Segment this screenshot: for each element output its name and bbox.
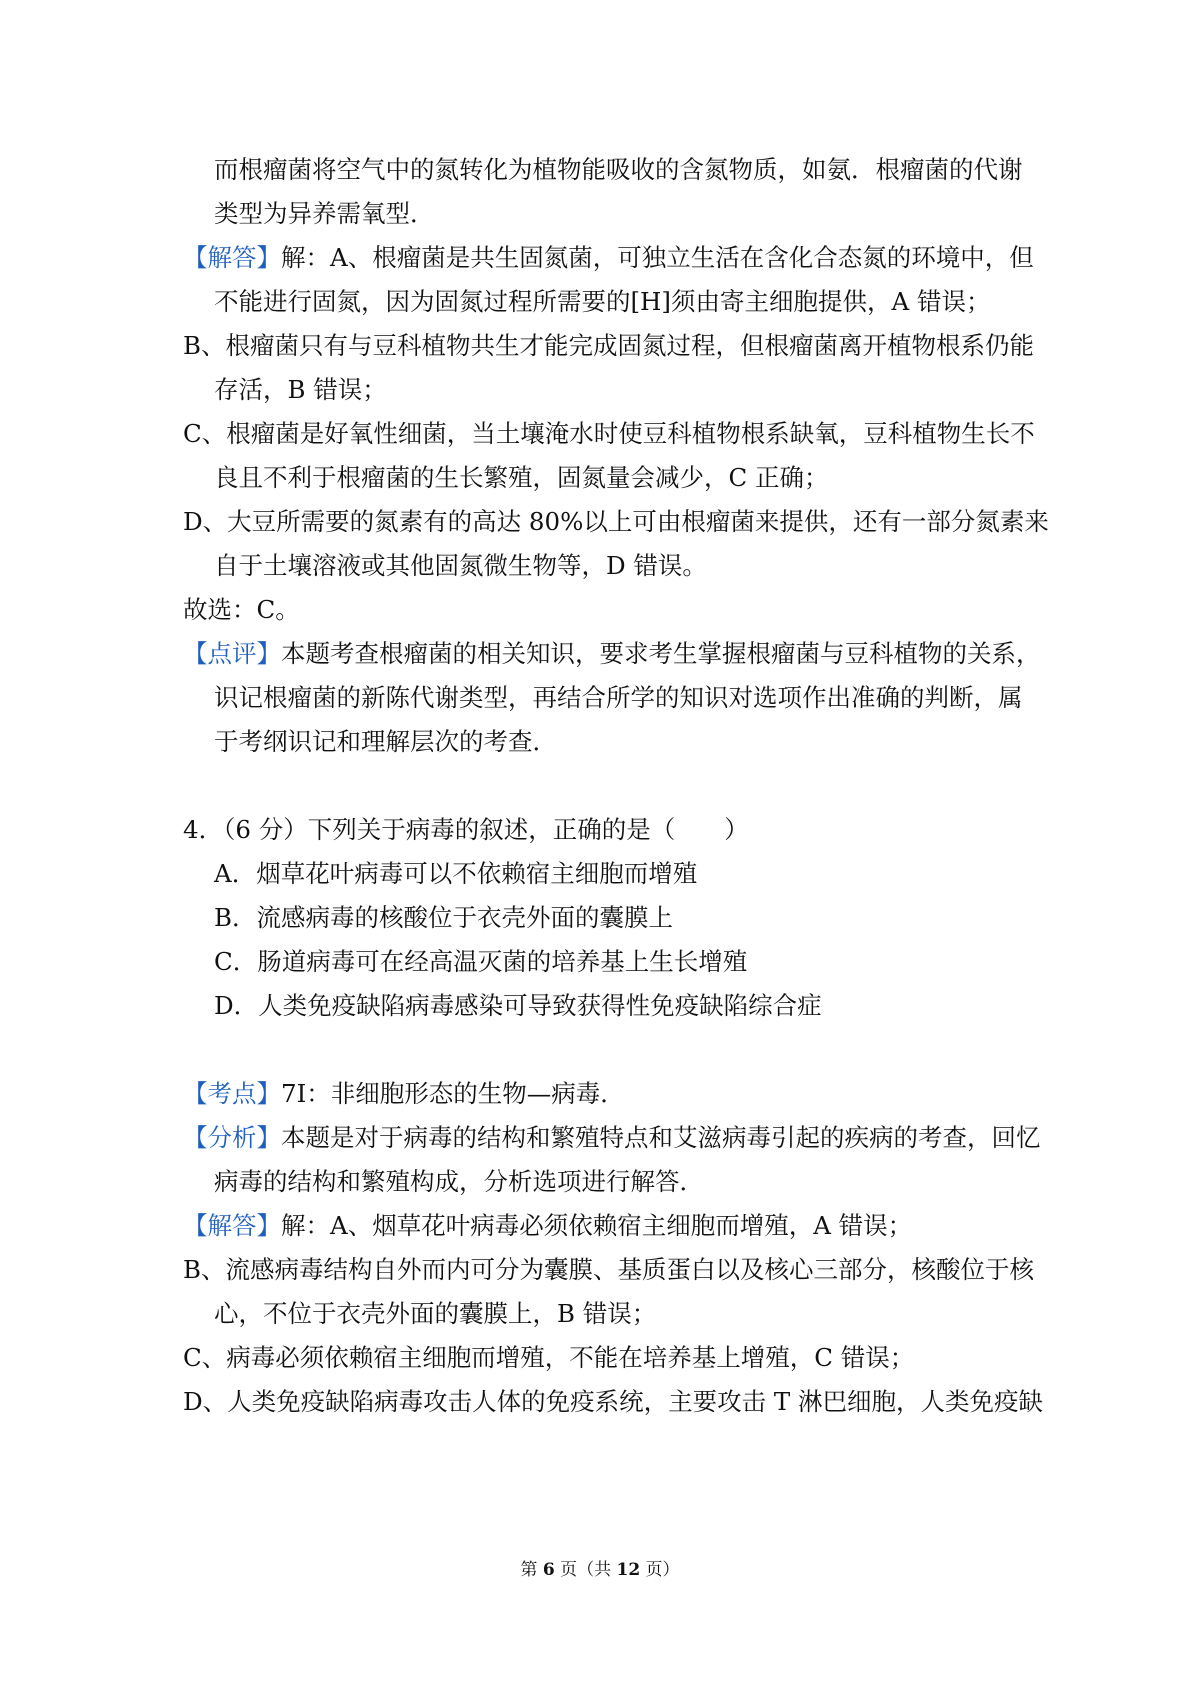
q3-answer-line: 不能进行固氮，因为固氮过程所需要的[H]须由寄主细胞提供，A 错误；	[214, 287, 991, 316]
footer-page-number: 6	[542, 1560, 555, 1580]
q4-option-b: B．流感病毒的核酸位于衣壳外面的囊膜上	[214, 903, 674, 932]
q4-answer-option-b: B、流感病毒结构自外而内可分为囊膜、基质蛋白以及核心三部分，核酸位于核	[183, 1255, 1035, 1284]
q3-comment-line: 于考纲识记和理解层次的考查．	[214, 727, 557, 756]
q3-comment-line	[183, 637, 1041, 671]
q4-answer-option-c: C、病毒必须依赖宿主细胞而增殖，不能在培养基上增殖，C 错误；	[183, 1343, 915, 1372]
analysis-tag: 【分析】	[183, 1123, 281, 1152]
answer-text: 解：A、烟草花叶病毒必须依赖宿主细胞而增殖，A 错误；	[281, 1211, 913, 1240]
q4-option-c: C．肠道病毒可在经高温灭菌的培养基上生长增殖	[214, 947, 748, 976]
page-footer	[0, 1558, 1200, 1582]
q3-answer-option-c: C、根瘤菌是好氧性细菌，当土壤淹水时使豆科植物根系缺氧，豆科植物生长不	[183, 419, 1035, 448]
comment-tag: 【点评】	[183, 639, 281, 668]
q4-answer-option-b-cont: 心，不位于衣壳外面的囊膜上，B 错误；	[214, 1299, 657, 1328]
answer-tag: 【解答】	[183, 1211, 281, 1240]
q3-answer-line	[183, 241, 1034, 275]
q3-answer-option-c-cont: 良且不利于根瘤菌的生长繁殖，固氮量会减少，C 正确；	[214, 463, 829, 492]
point-text: 7I：非细胞形态的生物—病毒．	[281, 1079, 625, 1108]
q3-answer-option-b-cont: 存活，B 错误；	[214, 375, 387, 404]
point-tag: 【考点】	[183, 1079, 281, 1108]
analysis-text-line: 类型为异养需氧型．	[214, 199, 435, 228]
q4-option-a: A．烟草花叶病毒可以不依赖宿主细胞而增殖	[214, 859, 698, 888]
answer-text: 解：A、根瘤菌是共生固氮菌，可独立生活在含化合态氮的环境中，但	[281, 243, 1034, 272]
comment-text: 本题考查根瘤菌的相关知识，要求考生掌握根瘤菌与豆科植物的关系，	[281, 639, 1041, 668]
footer-total-pages: 12	[616, 1560, 641, 1580]
q4-answer-option-d: D、人类免疫缺陷病毒攻击人体的免疫系统，主要攻击 T 淋巴细胞，人类免疫缺	[183, 1387, 1044, 1416]
q3-answer-option-d-cont: 自于土壤溶液或其他固氮微生物等，D 错误。	[214, 551, 707, 580]
q3-choice: 故选：C。	[183, 595, 300, 624]
q3-answer-option-d: D、大豆所需要的氮素有的高达 80%以上可由根瘤菌来提供，还有一部分氮素来	[183, 507, 1049, 536]
footer-prefix: 第	[520, 1560, 543, 1580]
q4-analysis-line: 病毒的结构和繁殖构成，分析选项进行解答．	[214, 1167, 704, 1196]
analysis-text: 本题是对于病毒的结构和繁殖特点和艾滋病毒引起的疾病的考查，回忆	[281, 1123, 1041, 1152]
footer-middle: 页（共	[554, 1560, 617, 1580]
q3-answer-option-b: B、根瘤菌只有与豆科植物共生才能完成固氮过程，但根瘤菌离开植物根系仍能	[183, 331, 1035, 360]
analysis-text-line: 而根瘤菌将空气中的氮转化为植物能吸收的含氮物质，如氨．根瘤菌的代谢	[214, 155, 1023, 184]
q4-stem: 4．（6 分）下列关于病毒的叙述，正确的是（ ）	[183, 815, 749, 844]
q4-analysis-line	[183, 1121, 1041, 1155]
q4-point-line	[183, 1077, 625, 1111]
footer-suffix: 页）	[640, 1560, 680, 1580]
answer-tag: 【解答】	[183, 243, 281, 272]
q4-option-d: D．人类免疫缺陷病毒感染可导致获得性免疫缺陷综合症	[214, 991, 822, 1020]
q4-answer-line	[183, 1209, 912, 1243]
q3-comment-line: 识记根瘤菌的新陈代谢类型，再结合所学的知识对选项作出准确的判断，属	[214, 683, 1023, 712]
